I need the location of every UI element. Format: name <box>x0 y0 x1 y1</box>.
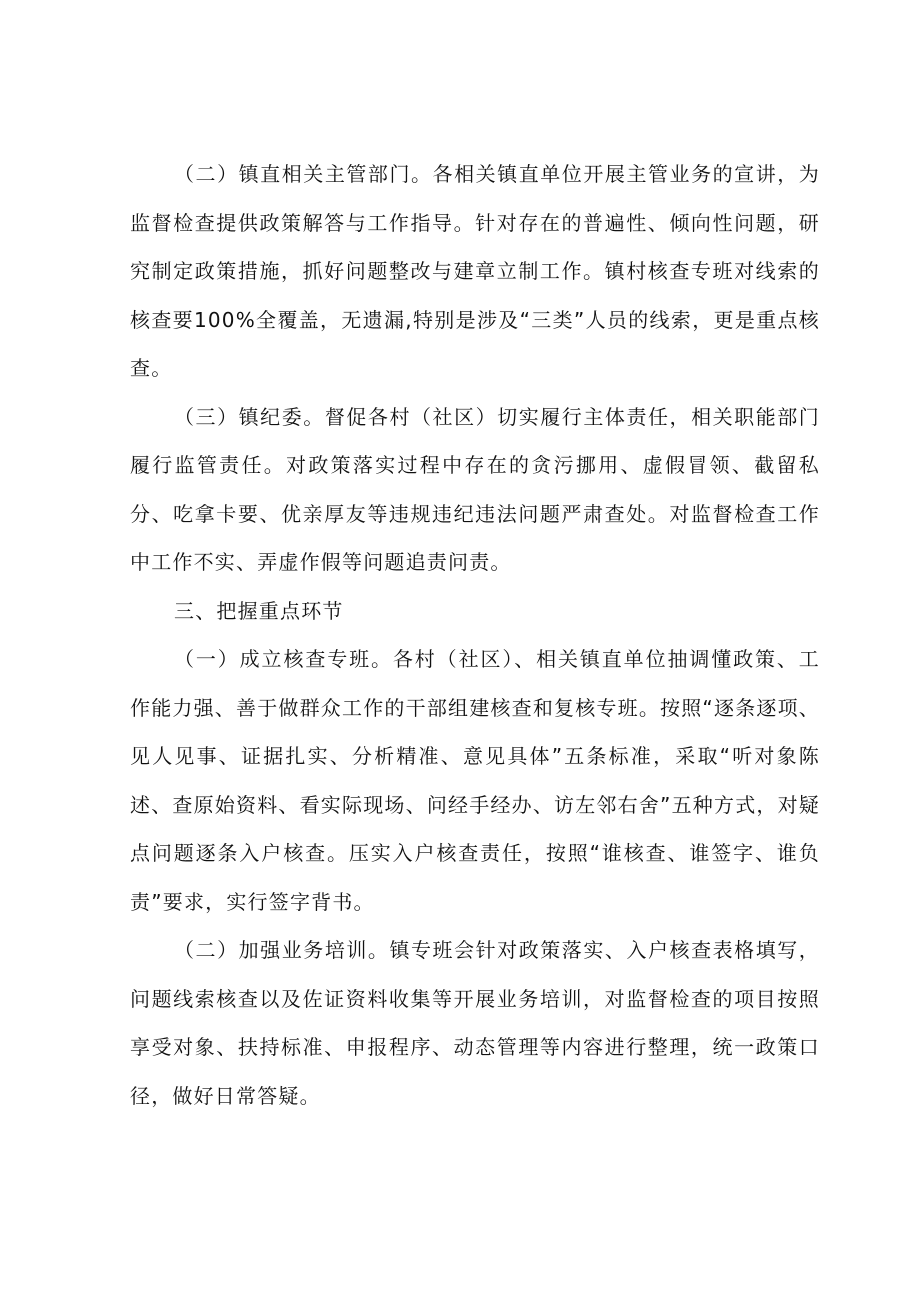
section-heading-key-links: 三、把握重点环节 <box>174 598 344 623</box>
paragraph-town-discipline-committee: （三）镇纪委。督促各村（社区）切实履行主体责任，相关职能部门履行监管责任。对政策落实过程中存在的贪污挪用、虚假冒领、截留私分、吃拿卡要、优亲厚友等违规违纪违法问题严肃查处。对监督检查工作中工作不实、弄虚作假等问题追责问责。 <box>130 404 820 574</box>
paragraph-town-departments: （二）镇直相关主管部门。各相关镇直单位开展主管业务的宣讲，为监督检查提供政策解答与工作指导。针对存在的普遍性、倾向性问题，研究制定政策措施，抓好问题整改与建章立制工作。镇村核查专班对线索的核查要100%全覆盖，无遗漏,特别是涉及“三类”人员的线索，更是重点核查。 <box>130 162 820 380</box>
paragraph-verification-team: （一）成立核查专班。各村（社区）、相关镇直单位抽调懂政策、工作能力强、善于做群众工作的干部组建核查和复核专班。按照“逐条逐项、见人见事、证据扎实、分析精准、意见具体”五条标准，采取“听对象陈述、查原始资料、看实际现场、问经手经办、访左邻右舍”五种方式，对疑点问题逐条入户核查。压实入户核查责任，按照“谁核查、谁签字、谁负责”要求，实行签字背书。 <box>130 647 820 914</box>
document-body <box>130 150 820 1120</box>
paragraph-business-training: （二）加强业务培训。镇专班会针对政策落实、入户核查表格填写，问题线索核查以及佐证资料收集等开展业务培训，对监督检查的项目按照享受对象、扶持标准、申报程序、动态管理等内容进行整理，统一政策口径，做好日常答疑。 <box>130 938 820 1108</box>
